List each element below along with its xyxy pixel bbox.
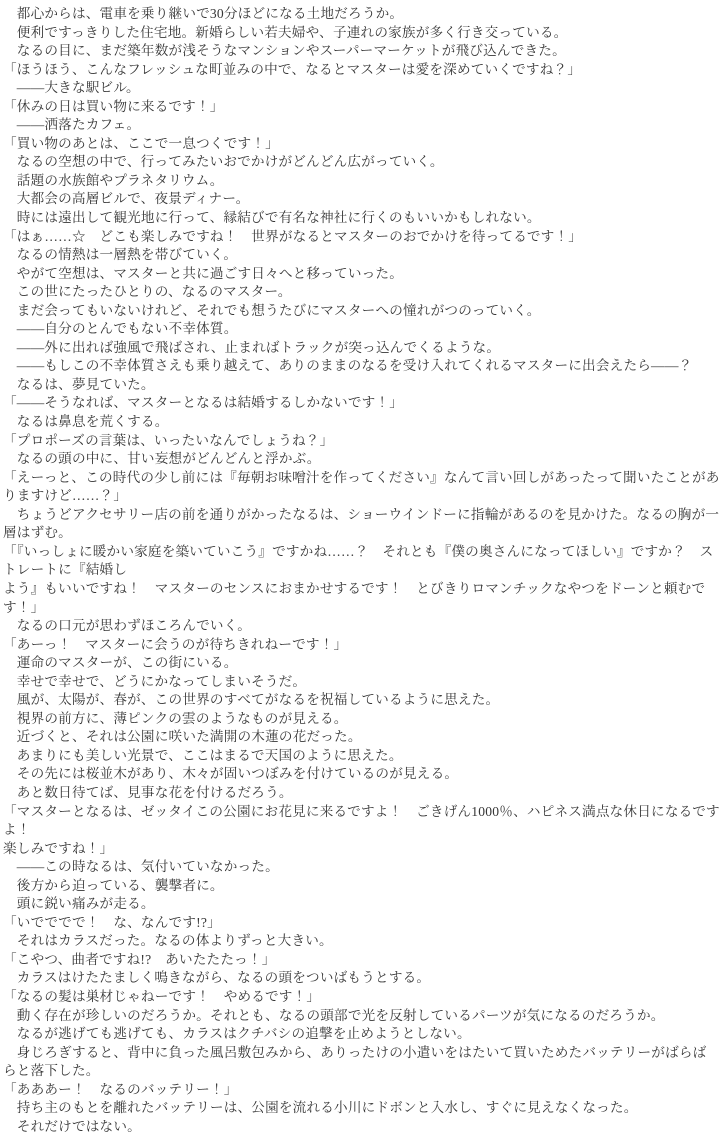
text-line: 風が、太陽が、春が、この世界のすべてがなるを祝福しているように思えた。: [3, 692, 500, 708]
text-line: 「えーっと、この時代の少し前には『毎朝お味噌汁を作ってください』なんて言い回しがあったって聞いたことがありますけど……？」: [3, 469, 720, 504]
text-line: ——もしこの不幸体質さえも乗り越えて、ありのままのなるを受け入れてくれるマスターに出会えたら——？: [3, 358, 693, 374]
text-line: 動く存在が珍しいのだろうか。それとも、なるの頭部で光を反射しているパーツが気になるのだろうか。: [3, 1007, 665, 1023]
text-line: ——この時なるは、気付いていなかった。: [3, 859, 279, 875]
text-line: 頭に鋭い痛みが走る。: [3, 896, 155, 912]
text-line: 「はぁ……☆ どこも楽しみですね！ 世界がなるとマスターのおでかけを待ってるです！」: [3, 228, 583, 244]
text-line: なるの空想の中で、行ってみたいおでかけがどんどん広がっていく。: [3, 154, 444, 170]
text-line: その先には桜並木があり、木々が固いつぼみを付けているのが見える。: [3, 766, 459, 782]
text-line: 「なるの髪は巣材じゃねーです！ やめるです！」: [3, 988, 321, 1004]
text-line: 大都会の高層ビルで、夜景ディナー。: [3, 191, 250, 207]
text-line: それだけではない。: [3, 1118, 141, 1134]
text-line: 話題の水族館やプラネタリウム。: [3, 172, 224, 188]
text-line: なるは、夢見ていた。: [3, 376, 155, 392]
text-line: 「こやつ、曲者ですね!? あいたたたっ！」: [3, 951, 276, 967]
text-line: 身じろぎすると、背中に負った風呂敷包みから、ありったけの小遣いをはたいて買いためたバッテリーがばらばらと落下した。: [3, 1044, 707, 1079]
text-line: 「プロポーズの言葉は、いったいなんでしょうね？」: [3, 432, 334, 448]
text-line: 「いでででで！ な、なんです!?」: [3, 914, 221, 930]
text-line: 「休みの日は買い物に来るです！」: [3, 98, 224, 114]
text-line: ——自分のとんでもない不幸体質。: [3, 321, 238, 337]
text-line: あと数日待てば、見事な花を付けるだろう。: [3, 784, 293, 800]
novel-text-body: [3, 5, 720, 1136]
text-line: ——洒落たカフェ。: [3, 117, 141, 133]
text-line: なるの頭の中に、甘い妄想がどんどんと浮かぶ。: [3, 451, 321, 467]
text-line: 「『いっしょに暖かい家庭を築いていこう』ですかね……？ それとも『僕の奥さんになってほしい』ですか？ ストレートに『結婚し: [3, 543, 714, 578]
text-line: 視界の前方に、薄ピンクの雲のようなものが見える。: [3, 710, 348, 726]
text-line: なるの目に、まだ築年数が浅そうなマンションやスーパーマーケットが飛び込んできた。: [3, 43, 566, 59]
text-line: 「——そうなれば、マスターとなるは結婚するしかないです！」: [3, 395, 404, 411]
text-line: カラスはけたたましく鳴きながら、なるの頭をついばもうとする。: [3, 970, 431, 986]
text-line: ——外に出れば強風で飛ばされ、止まればトラックが突っ込んでくるような。: [3, 339, 501, 355]
text-line: 都心からは、電車を乗り継いで30分ほどになる土地だろうか。: [3, 6, 404, 21]
text-line: 持ち主のもとを離れたバッテリーは、公園を流れる小川にドボンと入水し、すぐに見えなくなった。: [3, 1100, 638, 1116]
text-line: 「あーっ！ マスターに会うのが待ちきれねーです！」: [3, 636, 348, 652]
text-line: あまりにも美しい光景で、ここはまるで天国のように思えた。: [3, 747, 403, 763]
text-line: 幸せで幸せで、どうにかなってしまいそうだ。: [3, 673, 307, 689]
text-line: 後方から迫っている、襲撃者に。: [3, 877, 224, 893]
text-line: まだ会ってもいないけれど、それでも想うたびにマスターへの憧れがつのっていく。: [3, 302, 541, 318]
text-line: なるの情熱は一層熱を帯びていく。: [3, 247, 238, 263]
text-line: 運命のマスターが、この街にいる。: [3, 655, 238, 671]
text-line: 「マスターとなるは、ゼッタイこの公園にお花見に来るですよ！ ごきげん1000％、ハピネス満点な休日になるですよ！: [3, 803, 720, 838]
text-line: 楽しみですね！」: [3, 840, 114, 856]
text-line: 時には遠出して観光地に行って、縁結びで有名な神社に行くのもいいかもしれない。: [3, 210, 541, 226]
text-line: 「あああー！ なるのバッテリー！」: [3, 1081, 238, 1097]
text-line: なるは鼻息を荒くする。: [3, 414, 169, 430]
text-line: この世にたったひとりの、なるのマスター。: [3, 284, 292, 300]
text-line: ——大きな駅ビル。: [3, 80, 140, 96]
text-line: やがて空想は、マスターと共に過ごす日々へと移っていった。: [3, 265, 404, 281]
text-line: よう』もいいですね！ マスターのセンスにおまかせするです！ とびきりロマンチックなやつをドーンと頼むです！」: [3, 580, 706, 615]
text-line: それはカラスだった。なるの体よりずっと大きい。: [3, 933, 333, 949]
text-line: なるが逃げても逃げても、カラスはクチバシの追撃を止めようとしない。: [3, 1026, 471, 1042]
text-line: 近づくと、それは公園に咲いた満開の木蓮の花だった。: [3, 729, 362, 745]
text-line: 「ほうほう、こんなフレッシュな町並みの中で、なるとマスターは愛を深めていくですね？」: [3, 61, 582, 77]
text-line: 「買い物のあとは、ここで一息つくです！」: [3, 135, 279, 151]
text-line: 便利ですっきりした住宅地。新婚らしい若夫婦や、子連れの家族が多く行き交っている。: [3, 24, 568, 40]
text-line: なるの口元が思わずほころんでいく。: [3, 618, 252, 634]
text-line: ちょうどアクセサリー店の前を通りがかったなるは、ショーウインドーに指輪があるのを見かけた。なるの胸が一層はずむ。: [3, 506, 720, 541]
